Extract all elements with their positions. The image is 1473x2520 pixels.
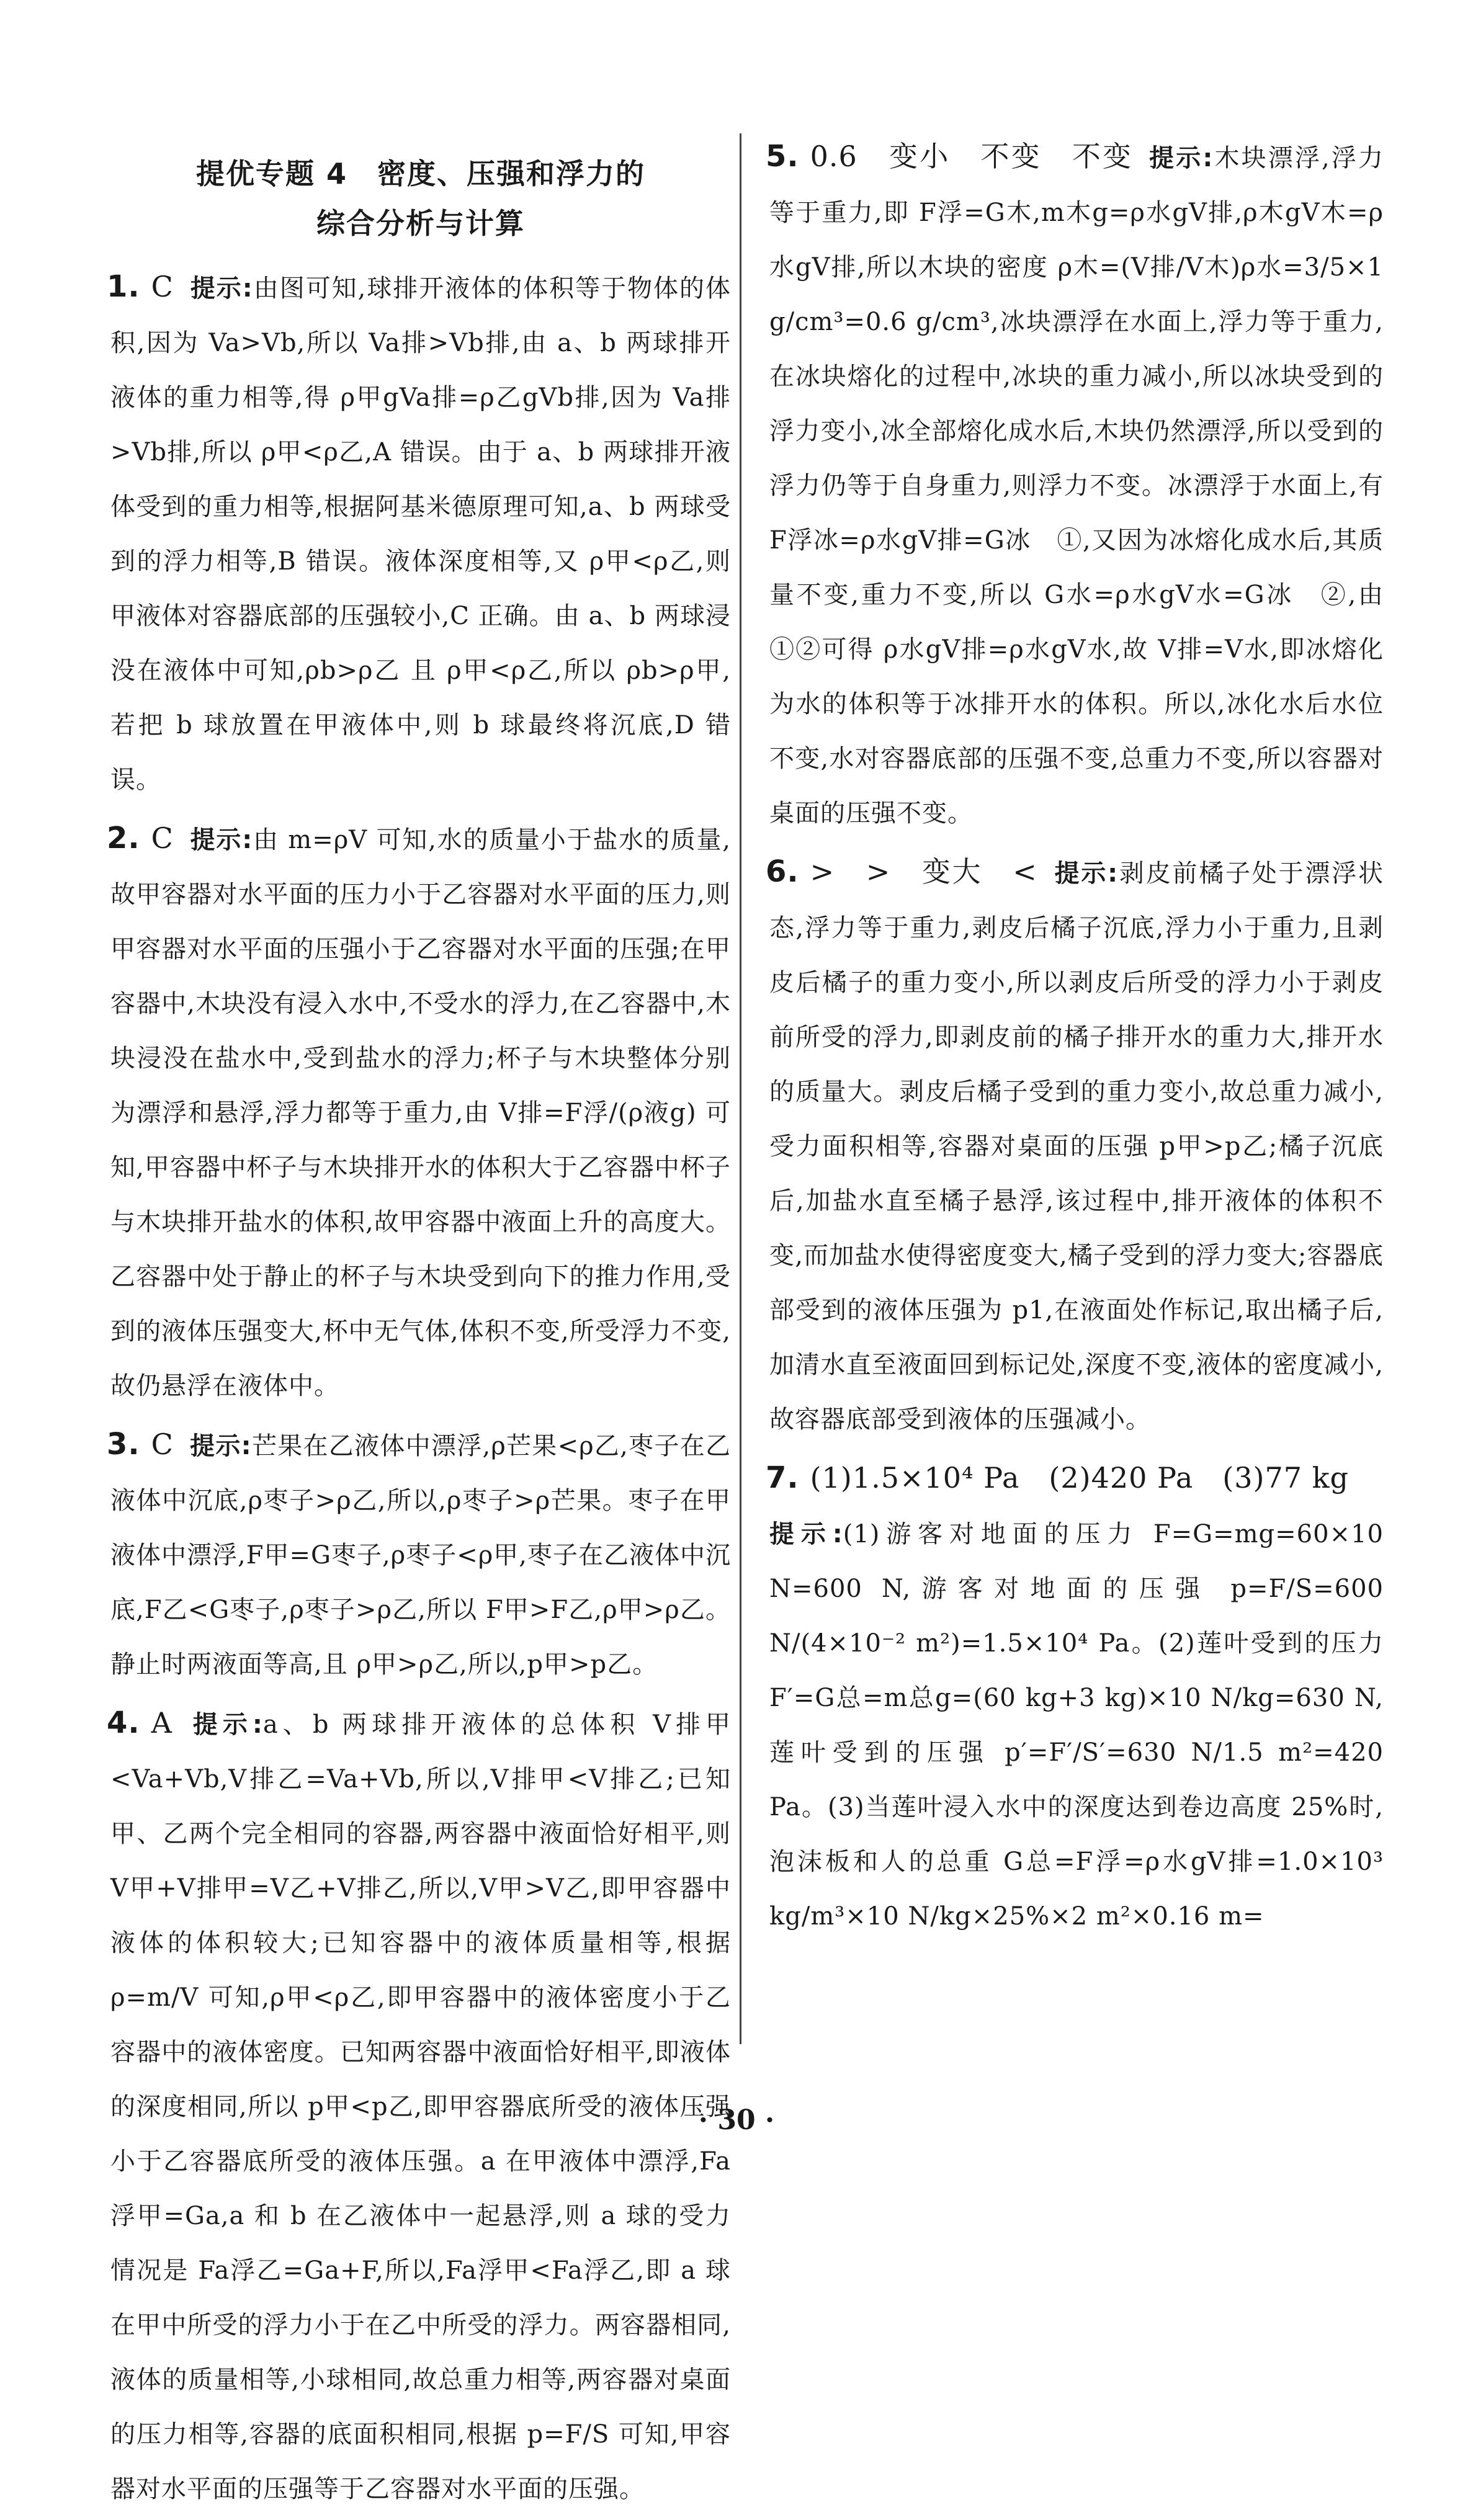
item-explanation: 由 m=ρV 可知,水的质量小于盐水的质量,故甲容器对水平面的压力小于乙容器对水平面的压力,则甲容器对水平面的压强小于乙容器对水平面的压强;在甲容器中,木块没有浸入水中,不受水的浮力,在乙容器中,木块浸没在盐水中,受到盐水的浮力;杯子与木块整体分别为漂浮和悬浮,浮力都等于重力,由 V排=F浮/(ρ液g) 可知,甲容器中杯子与木块排开水的体积大于乙容器中杯子与木块排开盐水的体积,故甲容器中液面上升的高度大。乙容器中处于静止的杯子与木块受到向下的推力作用,受到的液体压强变大,杯中无气体,体积不变,所受浮力不变,故仍悬浮在液体中。 (110, 826, 731, 1400)
item-number: 7. (766, 1460, 799, 1495)
item-answer: 0.6 变小 不变 不变 (810, 140, 1134, 173)
answer-item-6 (766, 844, 1384, 1447)
answer-item-3 (107, 1417, 731, 1692)
item-answer: C (151, 1428, 174, 1461)
item-number: 5. (766, 139, 799, 174)
item-number: 3. (107, 1427, 140, 1462)
item-number: 1. (107, 269, 140, 304)
item-number: 6. (766, 854, 799, 889)
hint-label: 提示: (188, 1710, 263, 1739)
hint-label: 提示: (769, 1520, 843, 1548)
item-answer: A (151, 1706, 172, 1740)
column-divider (740, 133, 741, 2044)
left-column (107, 124, 731, 2520)
item-explanation: 剥皮前橘子处于漂浮状态,浮力等于重力,剥皮后橘子沉底,浮力小于重力,且剥皮后橘子的重力变小,所以剥皮后所受的浮力小于剥皮前所受的浮力,即剥皮前的橘子排开水的重力大,排开水的质量大。剥皮后橘子受到的重力变小,故总重力减小,受力面积相等,容器对桌面的压强 p甲>p乙;橘子沉底后,加盐水直至橘子悬浮,该过程中,排开液体的体积不变,而加盐水使得密度变大,橘子受到的浮力变大;容器底部受到的液体压强为 p1,在液面处作标记,取出橘子后,加清水直至液面回到标记处,深度不变,液体的密度减小,故容器底部受到液体的压强减小。 (769, 859, 1384, 1434)
item-answer: (1)1.5×10⁴ Pa (2)420 Pa (3)77 kg (810, 1461, 1349, 1495)
title-line-1: 提优专题 4 密度、压强和浮力的 (195, 157, 646, 190)
item-explanation: 芒果在乙液体中漂浮,ρ芒果<ρ乙,枣子在乙液体中沉底,ρ枣子>ρ乙,所以,ρ枣子>ρ芒果。枣子在甲液体中漂浮,F甲=G枣子,ρ枣子<ρ甲,枣子在乙液体中沉底,F乙<G枣子,ρ枣子>ρ乙,所以 F甲>F乙,ρ甲>ρ乙。静止时两液面等高,且 ρ甲>ρ乙,所以,p甲>p乙。 (110, 1432, 731, 1679)
right-column (766, 129, 1384, 1947)
item-answer: > > 变大 < (810, 855, 1037, 888)
item-number: 2. (107, 821, 140, 856)
page-number: · 30 · (698, 2104, 775, 2136)
answer-item-1 (107, 259, 731, 807)
section-title (110, 149, 731, 248)
hint-label: 提示: (189, 1432, 252, 1460)
hint-label: 提示: (1053, 859, 1119, 888)
item-explanation: 由图可知,球排开液体的体积等于物体的体积,因为 Va>Vb,所以 Va排>Vb排,由 a、b 两球排开液体的重力相等,得 ρ甲gVa排=ρ乙gVb排,因为 Va排>Vb排,所以 ρ甲<ρ乙,A 错误。由于 a、b 两球排开液体受到的重力相等,根据阿基米德原理可知,a、b 两球受到的浮力相等,B 错误。液体深度相等,又 ρ甲<ρ乙,则甲液体对容器底部的压强较小,C 正确。由 a、b 两球浸没在液体中可知,ρb>ρ乙 且 ρ甲<ρ乙,所以 ρb>ρ甲,若把 b 球放置在甲液体中,则 b 球最终将沉底,D 错误。 (110, 274, 731, 794)
hint-label: 提示: (1149, 144, 1214, 172)
answer-item-5 (766, 129, 1384, 841)
item-explanation: (1)游客对地面的压力 F=G=mg=60×10 N=600 N,游客对地面的压强 p=F/S=600 N/(4×10⁻² m²)=1.5×10⁴ Pa。(2)莲叶受到的压力 F′=G总=m总g=(60 kg+3 kg)×10 N/kg=630 N,莲叶受到的压强 p′=F′/S′=630 N/1.5 m²=420 Pa。(3)当莲叶浸入水中的深度达到卷边高度 25%时,泡沫板和人的总重 G总=F浮=ρ水gV排=1.0×10³ kg/m³×10 N/kg×25%×2 m²×0.16 m= (769, 1520, 1384, 1931)
answer-item-2 (107, 811, 731, 1413)
item-number: 4. (107, 1705, 140, 1740)
title-line-2: 综合分析与计算 (316, 207, 525, 240)
answer-item-7 (766, 1450, 1384, 1944)
item-answer: C (151, 821, 174, 855)
hint-label: 提示: (189, 274, 253, 303)
item-answer: C (151, 270, 174, 303)
item-explanation: 木块漂浮,浮力等于重力,即 F浮=G木,m木g=ρ水gV排,ρ木gV木=ρ水gV排,所以木块的密度 ρ木=(V排/V木)ρ水=3/5×1 g/cm³=0.6 g/cm³,冰块漂浮在水面上,浮力等于重力,在冰块熔化的过程中,冰块的重力减小,所以冰块受到的浮力变小,冰全部熔化成水后,木块仍然漂浮,所以受到的浮力仍等于自身重力,则浮力不变。冰漂浮于水面上,有 F浮冰=ρ水gV排=G冰 ①,又因为冰熔化成水后,其质量不变,重力不变,所以 G水=ρ水gV水=G冰 ②,由①②可得 ρ水gV排=ρ水gV水,故 V排=V水,即冰熔化为水的体积等于冰排开水的体积。所以,冰化水后水位不变,水对容器底部的压强不变,总重力不变,所以容器对桌面的压强不变。 (769, 144, 1384, 828)
hint-label: 提示: (189, 826, 253, 854)
item-explanation: a、b 两球排开液体的总体积 V排甲<Va+Vb,V排乙=Va+Vb,所以,V排甲<V排乙;已知甲、乙两个完全相同的容器,两容器中液面恰好相平,则 V甲+V排甲=V乙+V排乙,所以,V甲>V乙,即甲容器中液体的体积较大;已知容器中的液体质量相等,根据 ρ=m/V 可知,ρ甲<ρ乙,即甲容器中的液体密度小于乙容器中的液体密度。已知两容器中液面恰好相平,即液体的深度相同,所以 p甲<p乙,即甲容器底所受的液体压强小于乙容器底所受的液体压强。a 在甲液体中漂浮,Fa浮甲=Ga,a 和 b 在乙液体中一起悬浮,则 a 球的受力情况是 Fa浮乙=Ga+F,所以,Fa浮甲<Fa浮乙,即 a 球在甲中所受的浮力小于在乙中所受的浮力。两容器相同,液体的质量相等,小球相同,故总重力相等,两容器对桌面的压力相等,容器的底面积相同,根据 p=F/S 可知,甲容器对水平面的压强等于乙容器对水平面的压强。 (110, 1710, 731, 2503)
